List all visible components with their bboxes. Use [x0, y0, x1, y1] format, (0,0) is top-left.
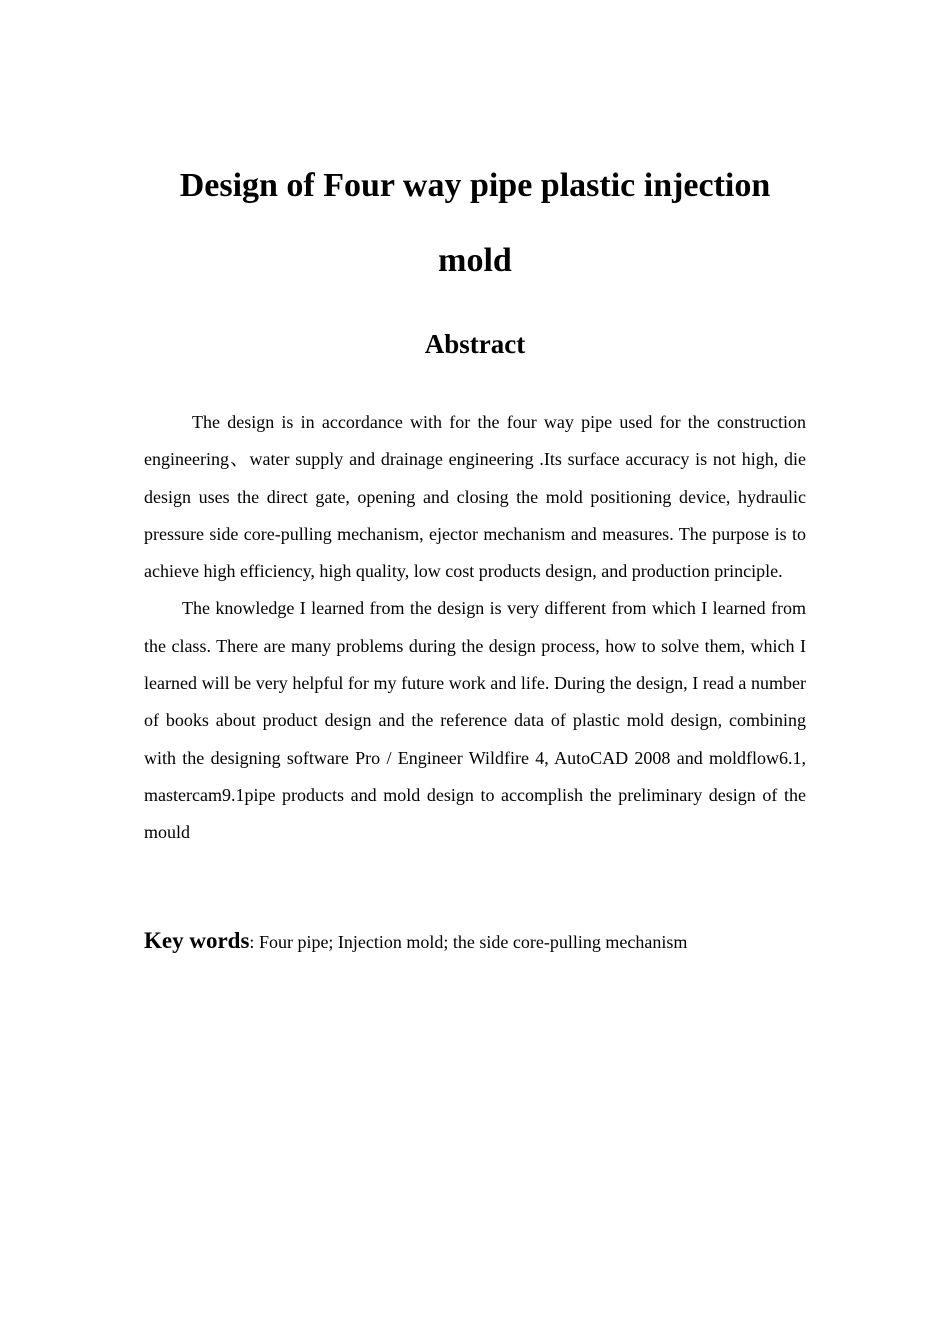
keywords-text: Four pipe; Injection mold; the side core-pulling mechanism: [254, 932, 688, 952]
title-line-2: mold: [438, 242, 512, 279]
keywords-line: [144, 922, 844, 961]
title-line-1: Design of Four way pipe plastic injection: [179, 167, 771, 204]
keywords-colon: :: [249, 932, 255, 952]
keywords-label: Key words: [144, 928, 250, 953]
document-title: [0, 148, 950, 298]
abstract-body: [144, 404, 806, 852]
abstract-paragraph-1: The design is in accordance with for the four way pipe used for the construction engineering、water supply and drainage engineering .Its surface accuracy is not high, die design uses the direct gate, opening and closing the mold positioning device, hydraulic pressure side core-pulling mechanism, ejector mechanism and measures. The purpose is to achieve high efficiency, high quality, low cost products design, and production principle.: [144, 412, 806, 582]
abstract-heading: Abstract: [424, 329, 526, 359]
abstract-paragraph-2: The knowledge I learned from the design is very different from which I learned from the class. There are many problems during the design process, how to solve them, which I learned will be very helpful for my future work and life. During the design, I read a number of books about product design and the reference data of plastic mold design, combining with the designing software Pro / Engineer Wildfire 4, AutoCAD 2008 and moldflow6.1, mastercam9.1pipe products and mold design to accomplish the preliminary design of the mould: [144, 598, 806, 843]
